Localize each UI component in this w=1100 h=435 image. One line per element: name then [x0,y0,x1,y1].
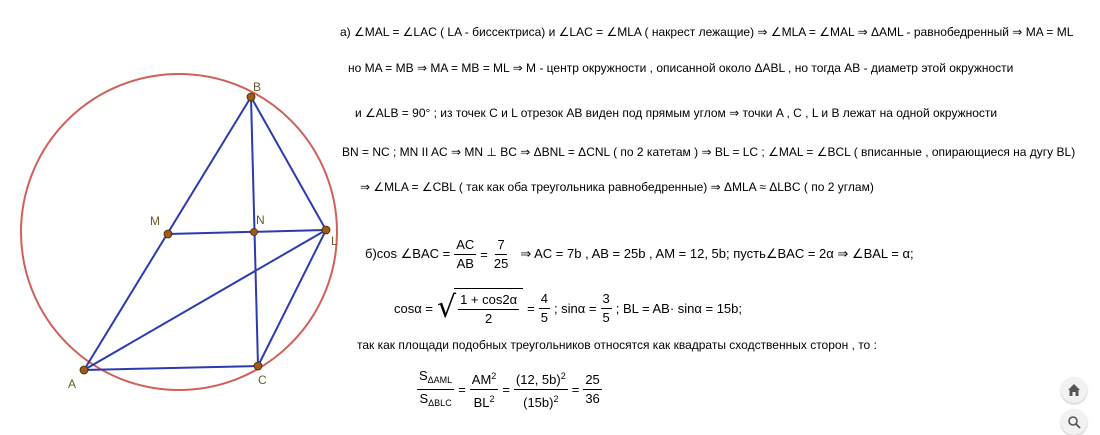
label-A: A [68,377,77,391]
fraction-area-ratio [417,368,454,411]
label-L: L [331,234,338,248]
segment-AL [84,230,326,370]
cos-prefix: б)cos ∠BAC = [365,246,451,261]
fraction-ac-ab [454,237,476,272]
frac-num: 7 [495,237,506,255]
cos-tail: ⇒ AC = 7b , AB = 25b , AM = 12, 5b; пусть∠BAC = 2α ⇒ ∠BAL = α; [520,246,914,261]
frac-num: 4 [539,291,550,309]
frac-den: $BL^2$ [473,393,495,410]
home-button[interactable] [1061,377,1087,403]
part-a-line-5: ⇒ ∠MLA = ∠CBL ( так как оба треугольника равнобедренные) ⇒ ΔMLA ≈ ΔLBC ( по 2 углам) [360,180,874,194]
similarity-note: так как площади подобных треугольников относятся как квадраты сходственных сторон , то : [357,338,877,352]
zoom-button[interactable] [1061,409,1087,435]
frac-den: 36 [585,390,600,406]
circumcircle [21,74,337,390]
label-C: C [258,373,267,387]
frac-num: (12, 5b)$^2$ [514,368,568,390]
label-M: M [150,214,160,228]
fraction-4-5 [539,291,550,326]
area-ratio [413,368,606,410]
label-B: B [253,80,262,94]
label-N: N [256,213,265,227]
fraction-7-25 [492,237,510,272]
equals-sign: = [571,381,580,397]
frac-den: 2 [484,311,493,326]
fraction-25-36 [583,372,601,407]
fraction-am-bl [470,368,499,411]
equals-sign: = [458,381,466,397]
equals-sign: = [480,246,488,262]
point-A [80,366,88,374]
part-b-sin-line [394,286,742,330]
point-C [254,362,262,370]
sqrt-expression [437,288,523,328]
part-a-line-1: а) ∠MAL = ∠LAC ( LA - биссектриса) и ∠LAC = ∠MLA ( накрест лежащие) ⇒ ∠MLA = ∠MAL ⇒ ΔAML - равнобедренный ⇒ MA = ML [340,25,1074,39]
frac-den: 25 [493,255,509,271]
frac-den: $(15b)^2$ [523,393,559,410]
part-a-line-2: но MA = MB ⇒ MA = MB = ML ⇒ M - центр окружности , описанной около ΔABL , но тогда AB - диаметр этой окружности [348,61,1014,75]
frac-den: $S_{\Delta BLC}$ [419,390,452,408]
sin-tail: ; BL = AB· sinα = 15b; [615,300,743,316]
fraction-half-angle [458,292,519,327]
home-icon [1067,383,1081,397]
segment-AC [84,366,258,370]
equals-sign: = [527,300,535,316]
sin-mid: ; sinα = [553,300,597,316]
frac-num: AC [454,237,476,255]
frac-num: 3 [601,291,612,309]
frac-den: 5 [540,309,548,325]
segment-ML [168,230,326,234]
cos-alpha-label: cosα = [394,300,433,316]
fraction-numeric [514,368,568,411]
point-B [247,93,255,101]
equals-sign: = [502,381,510,397]
frac-num: $AM^2$ [470,368,499,390]
zoom-icon [1067,415,1081,429]
frac-den: AB [456,255,474,271]
point-M [164,230,172,238]
frac-den: 5 [602,309,610,325]
fraction-3-5 [601,291,612,326]
radical-sign: √ [436,290,457,325]
frac-num: 25 [583,372,601,390]
point-N [251,229,258,236]
frac-num: $S_{\Delta AML}$ [417,368,454,390]
part-b-cos-line [365,234,914,274]
part-a-line-4: BN = NC ; MN II AC ⇒ MN ⊥ BC ⇒ ΔBNL = ΔCNL ( по 2 катетам ) ⇒ BL = LC ; ∠MAL = ∠BCL ( вписанные , опирающиеся на дугу BL) [342,145,1076,159]
part-a-line-3: и ∠ALB = 90° ; из точек C и L отрезок AB виден под прямым углом ⇒ точки A , C , L и B лежат на одной окружности [355,106,998,120]
geometry-figure [0,0,340,429]
frac-num: 1 + cos2α [458,292,519,310]
point-L [322,226,330,234]
